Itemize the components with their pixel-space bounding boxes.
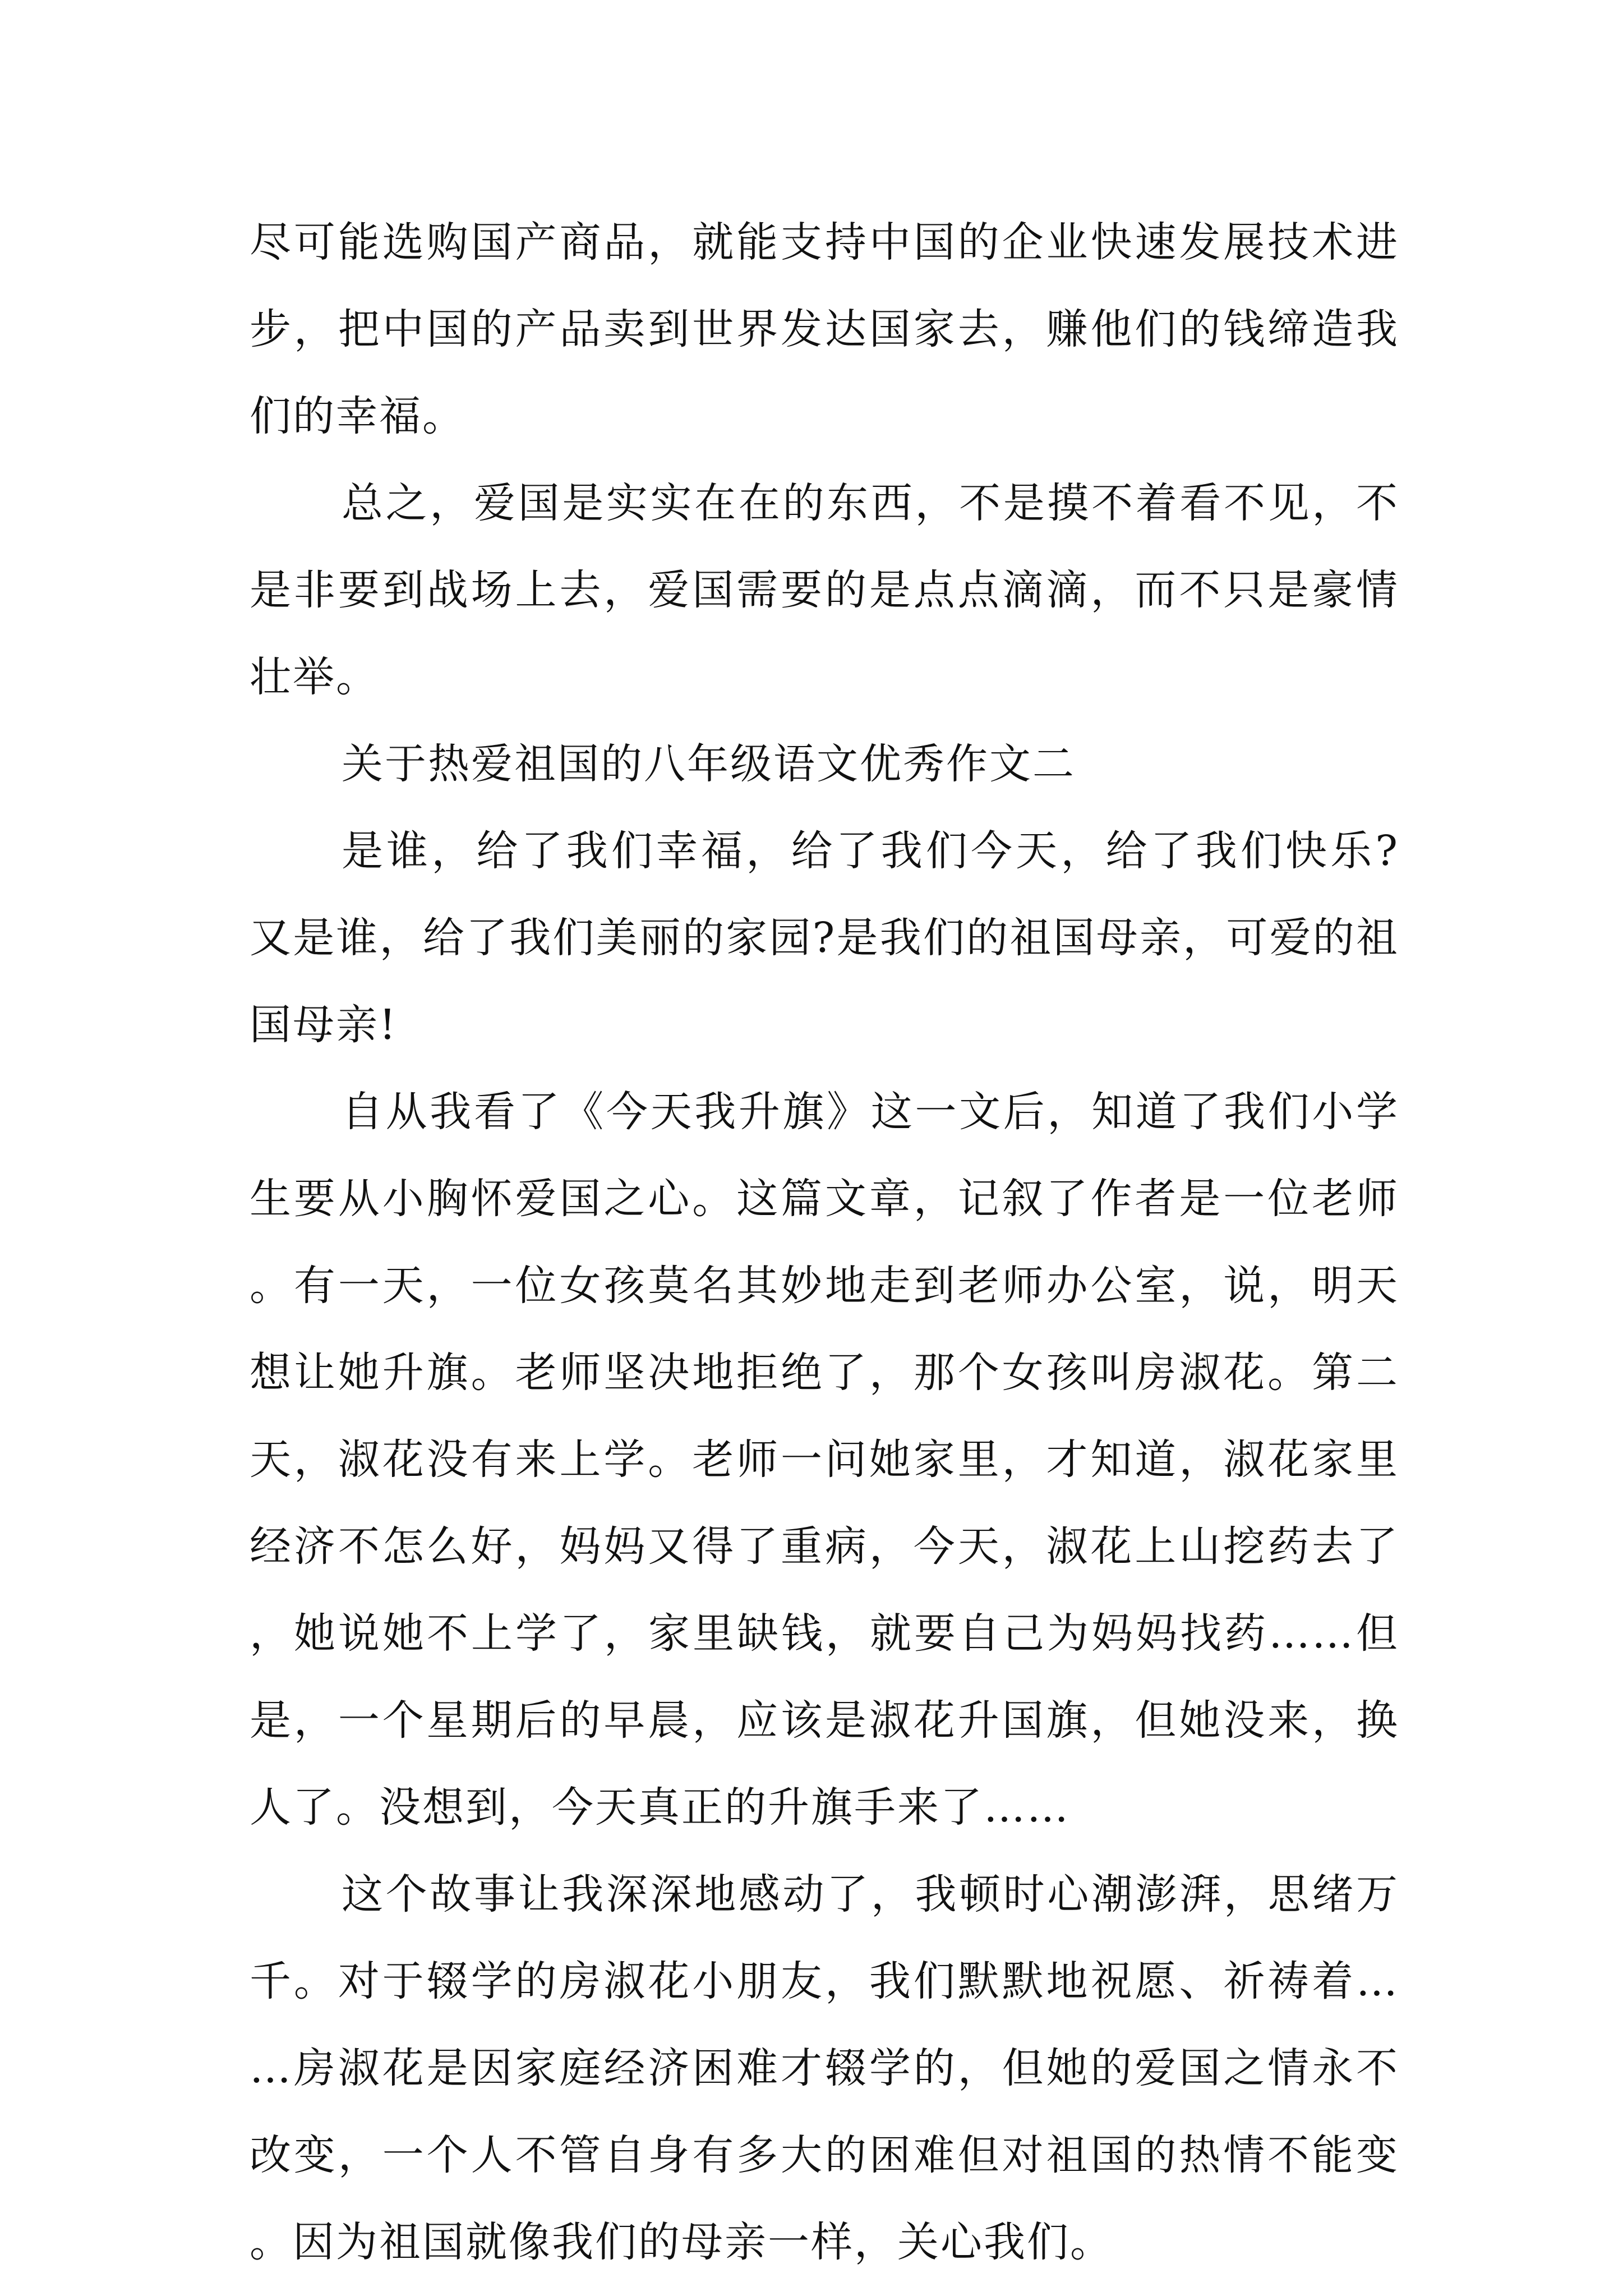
- paragraph-4: 自从我看了《今天我升旗》这一文后，知道了我们小学生要从小胸怀爱国之心。这篇文章，记叙了作者是一位老师。有一天，一位女孩莫名其妙地走到老师办公室，说，明天想让她升旗。老师坚决地拒绝了，那个女孩叫房淑花。第二天，淑花没有来上学。老师一问她家里，才知道，淑花家里经济不怎么好，妈妈又得了重病，今天，淑花上山挖药去了，她说她不上学了，家里缺钱，就要自己为妈妈找药……但是，一个星期后的早晨，应该是淑花升国旗，但她没来，换人了。没想到，今天真正的升旗手来了……: [250, 1088, 1399, 1832]
- paragraph-2: 总之，爱国是实实在在的东西，不是摸不着看不见，不是非要到战场上去，爱国需要的是点点滴滴，而不只是豪情壮举。: [250, 479, 1399, 701]
- paragraph-1: 尽可能选购国产商品，就能支持中国的企业快速发展技术进步，把中国的产品卖到世界发达国家去，赚他们的钱缔造我们的幸福。: [250, 218, 1399, 440]
- document-body: [250, 199, 1399, 2286]
- section-heading: 关于热爱祖国的八年级语文优秀作文二: [342, 740, 1076, 788]
- paragraph-3: 是谁，给了我们幸福，给了我们今天，给了我们快乐?又是谁，给了我们美丽的家园?是我们的祖国母亲，可爱的祖国母亲!: [250, 827, 1399, 1049]
- paragraph-5: 这个故事让我深深地感动了，我顿时心潮澎湃，思绪万千。对于辍学的房淑花小朋友，我们默默地祝愿、祈祷着……房淑花是因家庭经济困难才辍学的，但她的爱国之情永不改变，一个人不管自身有多大的困难但对祖国的热情不能变。因为祖国就像我们的母亲一样，关心我们。: [250, 1870, 1399, 2266]
